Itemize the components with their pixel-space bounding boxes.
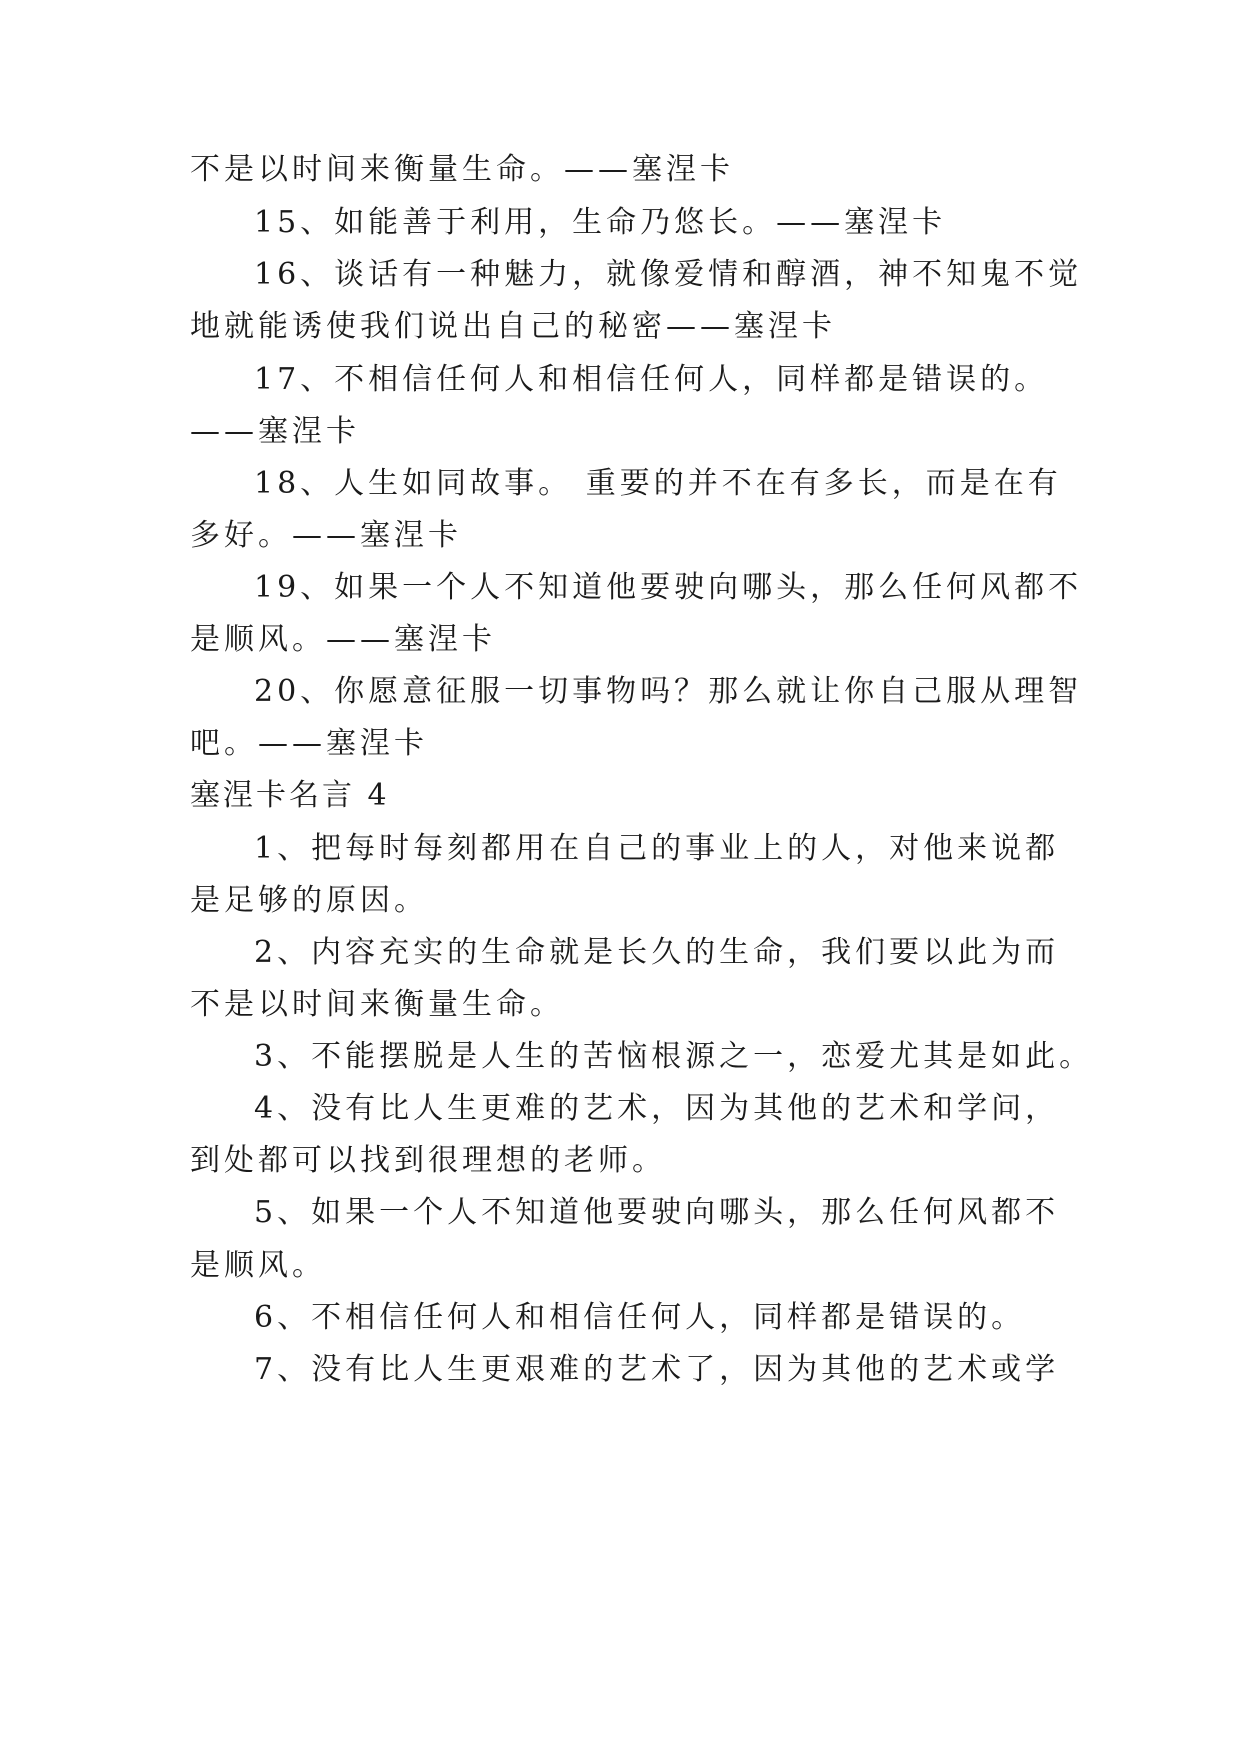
quote-6: 6、不相信任何人和相信任何人，同样都是错误的。 <box>254 1300 1026 1335</box>
quote-16: 16、谈话有一种魅力，就像爱情和醇酒，神不知鬼不觉 <box>254 257 1083 292</box>
section-heading: 塞涅卡名言 4 <box>190 778 390 813</box>
quote-2: 2、内容充实的生命就是长久的生命，我们要以此为而 <box>254 935 1060 970</box>
quote-5: 5、如果一个人不知道他要驶向哪头，那么任何风都不 <box>254 1195 1060 1230</box>
text-line: 地就能诱使我们说出自己的秘密——塞涅卡 <box>190 309 836 344</box>
text-line: 是足够的原因。 <box>190 883 428 918</box>
quote-7: 7、没有比人生更艰难的艺术了，因为其他的艺术或学 <box>254 1352 1060 1387</box>
quote-4: 4、没有比人生更难的艺术，因为其他的艺术和学问， <box>254 1091 1060 1126</box>
text-line: 是顺风。——塞涅卡 <box>190 622 496 657</box>
text-line: 多好。——塞涅卡 <box>190 518 462 553</box>
text-line: 吧。——塞涅卡 <box>190 726 428 761</box>
quote-19: 19、如果一个人不知道他要驶向哪头，那么任何风都不 <box>254 570 1083 605</box>
quote-3: 3、不能摆脱是人生的苦恼根源之一，恋爱尤其是如此。 <box>254 1039 1094 1074</box>
quote-17: 17、不相信任何人和相信任何人，同样都是错误的。 <box>254 362 1049 397</box>
quote-1: 1、把每时每刻都用在自己的事业上的人，对他来说都 <box>254 831 1060 866</box>
text-line: 不是以时间来衡量生命。 <box>190 987 564 1022</box>
quote-20: 20、你愿意征服一切事物吗？那么就让你自己服从理智 <box>254 674 1083 709</box>
quote-18: 18、人生如同故事。 重要的并不在有多长，而是在有 <box>254 466 1062 501</box>
quote-15: 15、如能善于利用，生命乃悠长。——塞涅卡 <box>254 205 947 240</box>
text-line: 不是以时间来衡量生命。——塞涅卡 <box>190 152 734 187</box>
text-line: ——塞涅卡 <box>190 414 360 449</box>
text-line: 是顺风。 <box>190 1248 326 1283</box>
text-line: 到处都可以找到很理想的老师。 <box>190 1143 666 1178</box>
